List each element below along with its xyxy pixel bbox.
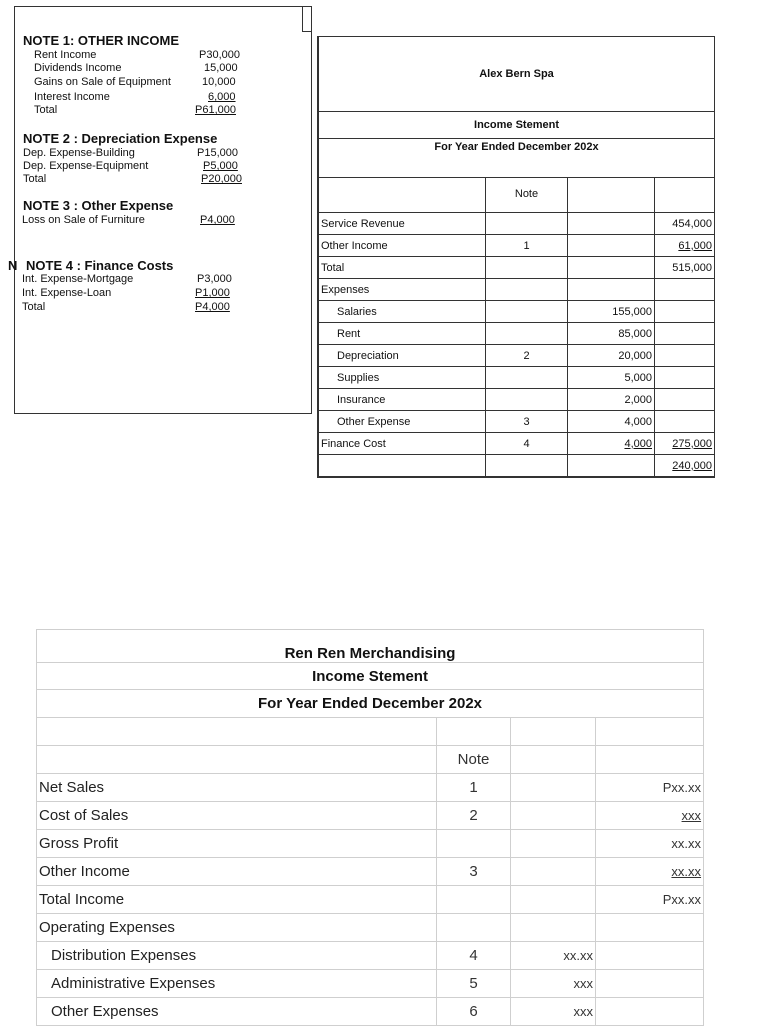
row-amount: xxx [596,802,704,830]
note1-item-label: Dividends Income [34,62,122,74]
table-row [37,858,704,886]
blank-cell [511,718,596,746]
corner-handle [302,6,312,32]
row-amount [511,830,596,858]
row-amount [655,279,715,301]
row-label: Salaries [319,301,486,323]
row-amount: 85,000 [568,323,655,345]
row-note [486,257,568,279]
note1-item-value: 6,000 [208,91,236,103]
row-amount [568,235,655,257]
row-label: Service Revenue [319,213,486,235]
row-note [486,301,568,323]
table-row [37,914,704,942]
table-row [37,830,704,858]
row-amount [655,411,715,433]
note4-title: NOTE 4 : Finance Costs [26,258,174,273]
row-amount: 20,000 [568,345,655,367]
statement-title: Income Stement [319,112,715,139]
note1-item-value: P30,000 [199,49,240,61]
row-amount: 5,000 [568,367,655,389]
row-amount [655,389,715,411]
ren-ren-income-statement [36,629,703,1026]
row-amount: xxx [511,970,596,998]
note3-item-value: P4,000 [200,214,235,226]
note1-title: NOTE 1: OTHER INCOME [23,33,180,48]
row-amount [511,774,596,802]
row-note [437,830,511,858]
row-label [319,455,486,477]
header-cell [568,178,655,213]
note4-item-value: P3,000 [197,273,232,285]
row-note: 5 [437,970,511,998]
row-note: 1 [486,235,568,257]
table-row [37,802,704,830]
row-note [486,323,568,345]
row-note [486,279,568,301]
row-label: Rent [319,323,486,345]
row-label: Expenses [319,279,486,301]
note1-total-value: P61,000 [195,104,236,116]
note2-item-value: P15,000 [197,147,238,159]
blank-cell [437,718,511,746]
row-note: 1 [437,774,511,802]
row-amount [568,213,655,235]
company-name: Alex Bern Spa [319,37,715,112]
blank-cell [37,718,437,746]
blank-row [37,718,704,746]
table-row [319,257,715,279]
row-note [486,389,568,411]
table-row [319,345,715,367]
row-note: 3 [437,858,511,886]
statement-period: For Year Ended December 202x [319,139,715,178]
note4-total-label: Total [22,301,46,313]
row-label: Finance Cost [319,433,486,455]
note4-prefix: N [8,258,18,273]
row-note [437,914,511,942]
row-label: Gross Profit [37,830,437,858]
table-row [37,998,704,1026]
row-note [486,455,568,477]
row-note: 2 [486,345,568,367]
row-note: 4 [486,433,568,455]
row-note [437,886,511,914]
row-amount [511,886,596,914]
row-label: Net Sales [37,774,437,802]
row-label: Other Expense [319,411,486,433]
note1-item-value: 15,000 [204,62,238,74]
header-cell [655,178,715,213]
row-amount [568,279,655,301]
note-header: Note [486,178,568,213]
row-amount [511,858,596,886]
statement-title: Income Stement [37,663,704,690]
note4-item-label: Int. Expense-Mortgage [22,273,134,285]
row-amount: 240,000 [655,455,715,477]
table-row [319,213,715,235]
note1-item-label: Gains on Sale of Equipment [34,76,171,88]
note2-item-label: Dep. Expense-Equipment [23,160,149,172]
table-row [319,235,715,257]
table-row [319,367,715,389]
note2-item-value: P5,000 [203,160,238,172]
row-amount [511,802,596,830]
table-row [37,886,704,914]
table-row [319,411,715,433]
header-cell [37,746,437,774]
note1-item-label: Rent Income [34,49,97,61]
row-note: 2 [437,802,511,830]
row-label: Other Income [319,235,486,257]
note1-total-label: Total [34,104,58,116]
note1-item-label: Interest Income [34,91,110,103]
note3-item-label: Loss on Sale of Furniture [22,214,145,226]
row-amount [568,257,655,279]
table-row [319,323,715,345]
row-amount: 2,000 [568,389,655,411]
row-note [486,213,568,235]
row-note: 4 [437,942,511,970]
row-amount [655,323,715,345]
row-label: Supplies [319,367,486,389]
blank-cell [596,718,704,746]
row-amount: xxx [511,998,596,1026]
table-row [319,389,715,411]
note2-item-label: Dep. Expense-Building [23,147,135,159]
row-amount: Pxx.xx [596,886,704,914]
row-label: Other Expenses [37,998,437,1026]
row-label: Administrative Expenses [37,970,437,998]
row-amount: 61,000 [655,235,715,257]
row-amount: 515,000 [655,257,715,279]
row-amount [596,998,704,1026]
table-row [319,433,715,455]
row-label: Total [319,257,486,279]
row-note [486,367,568,389]
row-amount [596,970,704,998]
table-row [319,301,715,323]
row-amount [511,914,596,942]
row-amount [568,455,655,477]
row-amount: 275,000 [655,433,715,455]
note3-title: NOTE 3 : Other Expense [23,198,174,213]
row-label: Distribution Expenses [37,942,437,970]
row-amount [596,914,704,942]
note2-title: NOTE 2 : Depreciation Expense [23,131,218,146]
row-label: Other Income [37,858,437,886]
row-amount: xx.xx [596,830,704,858]
table-header-row [37,746,704,774]
table-row [37,970,704,998]
row-amount: 155,000 [568,301,655,323]
alex-bern-income-statement [317,36,715,478]
table-header-row [319,178,715,213]
row-label: Operating Expenses [37,914,437,942]
row-label: Insurance [319,389,486,411]
statement-period: For Year Ended December 202x [37,690,704,718]
row-amount [655,367,715,389]
note4-item-value: P1,000 [195,287,230,299]
note-header: Note [437,746,511,774]
row-amount [655,301,715,323]
note4-total-value: P4,000 [195,301,230,313]
row-amount [655,345,715,367]
row-amount: 454,000 [655,213,715,235]
header-cell [319,178,486,213]
row-label: Depreciation [319,345,486,367]
table-row [319,455,715,477]
note2-total-label: Total [23,173,47,185]
note2-total-value: P20,000 [201,173,242,185]
table-row [319,279,715,301]
note4-item-label: Int. Expense-Loan [22,287,112,299]
row-amount: 4,000 [568,433,655,455]
row-amount: xx.xx [596,858,704,886]
row-note: 6 [437,998,511,1026]
row-amount [596,942,704,970]
row-amount: Pxx.xx [596,774,704,802]
row-label: Cost of Sales [37,802,437,830]
company-name: Ren Ren Merchandising [37,630,704,663]
row-amount: xx.xx [511,942,596,970]
note1-item-value: 10,000 [202,76,236,88]
header-cell [511,746,596,774]
row-amount: 4,000 [568,411,655,433]
header-cell [596,746,704,774]
row-note: 3 [486,411,568,433]
row-label: Total Income [37,886,437,914]
table-row [37,774,704,802]
table-row [37,942,704,970]
